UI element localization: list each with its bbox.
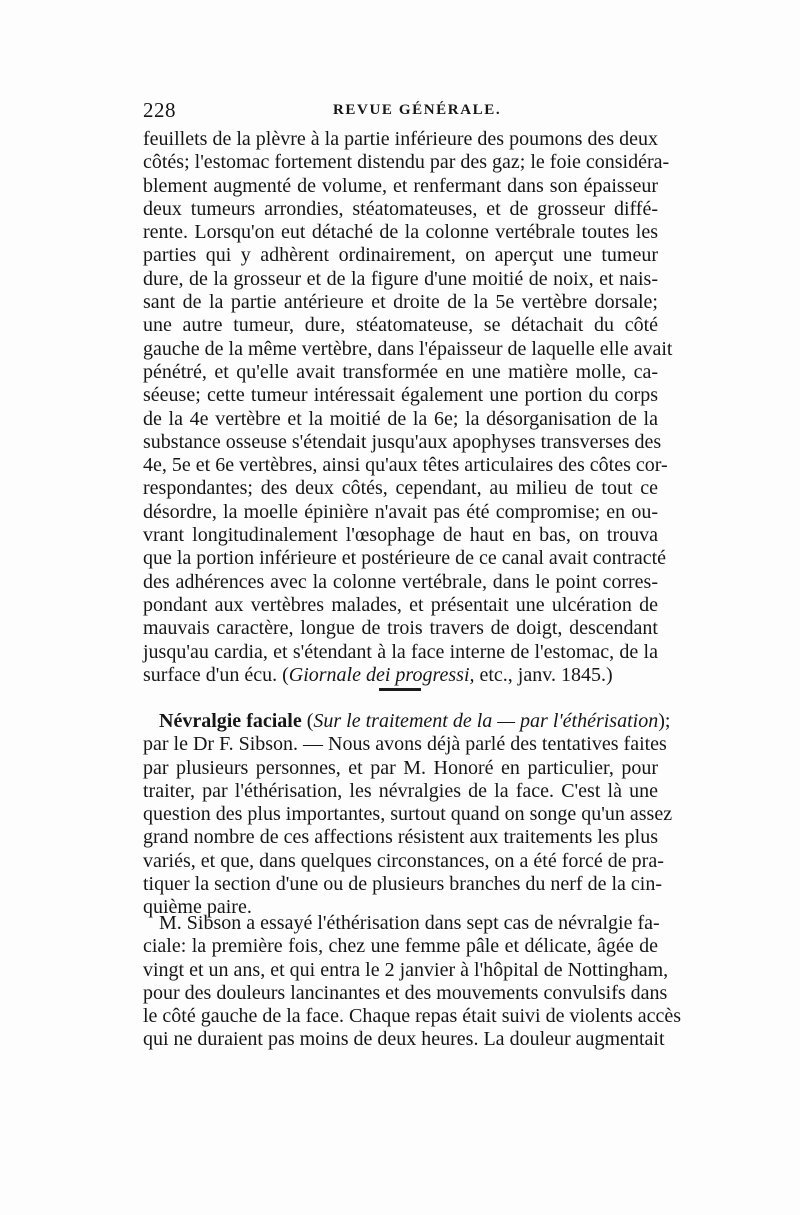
page-number: 228 <box>143 98 176 122</box>
citation-line <box>143 664 658 687</box>
text-line: M. Sibson a essayé l'éthérisation dans sept cas de névralgie fa- <box>159 912 660 934</box>
text-line: substance osseuse s'étendait jusqu'aux apophyses transverses des <box>143 430 662 453</box>
text-line: une autre tumeur, dure, stéatomateuse, se détachait du côté <box>143 314 658 337</box>
text-line: blement augmenté de volume, et renfermant dans son épaisseur <box>143 174 658 197</box>
text-line: par plusieurs personnes, et par M. Honoré en particulier, pour <box>143 756 658 779</box>
text-line: pour des douleurs lancinantes et des mouvements convulsifs dans <box>143 981 668 1004</box>
text-line: feuillets de la plèvre à la partie inférieure des poumons des deux <box>143 128 658 150</box>
citation-text: surface d'un écu. ( <box>143 663 289 686</box>
page-header <box>143 98 663 124</box>
text-line: par le Dr F. Sibson. — Nous avons déjà parlé des tentatives faites <box>143 733 667 756</box>
text-line: qui ne duraient pas moins de deux heures. La douleur augmentait <box>143 1028 665 1051</box>
text-line: jusqu'au cardia, et s'étendant à la face interne de l'estomac, de la <box>143 640 658 663</box>
running-head: REVUE GÉNÉRALE. <box>333 102 502 118</box>
text-line: quième paire. <box>143 896 252 919</box>
text-line: parties qui y adhèrent ordinairement, on aperçut une tumeur <box>143 244 658 267</box>
text-line: rente. Lorsqu'on eut détaché de la colonne vertébrale toutes les <box>143 221 658 244</box>
text-line: dure, de la grosseur et de la figure d'une moitié de noix, et nais- <box>143 267 658 290</box>
text-line: séeuse; cette tumeur intéressait également une portion du corps <box>143 384 658 407</box>
text-line: 4e, 5e et 6e vertèbres, ainsi qu'aux têtes articulaires des côtes cor- <box>143 454 668 477</box>
punctuation: ; <box>664 710 671 732</box>
text-line: tiquer la section d'une ou de plusieurs branches du nerf de la cin- <box>143 873 662 896</box>
text-line: vrant longitudinalement l'œsophage de haut en bas, on trouva <box>143 524 658 547</box>
citation-journal: Giornale dei progressi, <box>288 663 475 686</box>
paragraph-nevralgie <box>143 710 673 920</box>
citation-date: etc., janv. 1845.) <box>474 663 613 686</box>
text-line: que la portion inférieure et postérieure de ce canal avait contracté <box>143 547 667 570</box>
text-line: mauvais caractère, longue de trois travers de doigt, descendant <box>143 617 658 640</box>
text-line: respondantes; des deux côtés, cependant, au milieu de tout ce <box>143 477 658 500</box>
text-line: de la 4e vertèbre et la moitié de la 6e; la désorganisation de la <box>143 407 658 430</box>
text-line: pénétré, et qu'elle avait transformée en une matière molle, ca- <box>143 360 658 383</box>
text-line: ciale: la première fois, chez une femme pâle et délicate, âgée de <box>143 935 658 958</box>
paragraph-sibson-case <box>143 912 682 1052</box>
section-heading-line: Névralgie faciale (Sur le traitement de la — par l'éthérisation); <box>159 710 671 732</box>
text-line: vingt et un ans, et qui entra le 2 janvier à l'hôpital de Nottingham, <box>143 958 669 981</box>
text-line: traiter, par l'éthérisation, les névralgies de la face. C'est là une <box>143 779 658 802</box>
text-line: sant de la partie antérieure et droite de la 5e vertèbre dorsale; <box>143 291 658 314</box>
section-subtitle: Sur le traitement de la — par l'éthérisation <box>313 710 659 732</box>
text-line: côtés; l'estomac fortement distendu par des gaz; le foie considéra- <box>143 151 670 174</box>
text-line: question des plus importantes, surtout quand on songe qu'un assez <box>143 803 673 826</box>
text-line: désordre, la moelle épinière n'avait pas été compromise; en ou- <box>143 500 658 523</box>
text-line: variés, et que, dans quelques circonstances, on a été forcé de pra- <box>143 849 664 872</box>
section-heading: Névralgie faciale <box>159 710 302 732</box>
text-line: gauche de la même vertèbre, dans l'épaisseur de laquelle elle avait <box>143 337 673 360</box>
text-line: pondant aux vertèbres malades, et présentait une ulcération de <box>143 593 658 616</box>
text-line: grand nombre de ces affections résistent aux traitements les plus <box>143 826 658 849</box>
text-line: des adhérences avec la colonne vertébrale, dans le point corres- <box>143 570 658 593</box>
section-divider <box>379 688 421 691</box>
text-line: deux tumeurs arrondies, stéatomateuses, et de grosseur diffé- <box>143 197 658 220</box>
text-line: le côté gauche de la face. Chaque repas était suivi de violents accès <box>143 1005 682 1028</box>
paragraph-autopsy <box>143 128 673 687</box>
